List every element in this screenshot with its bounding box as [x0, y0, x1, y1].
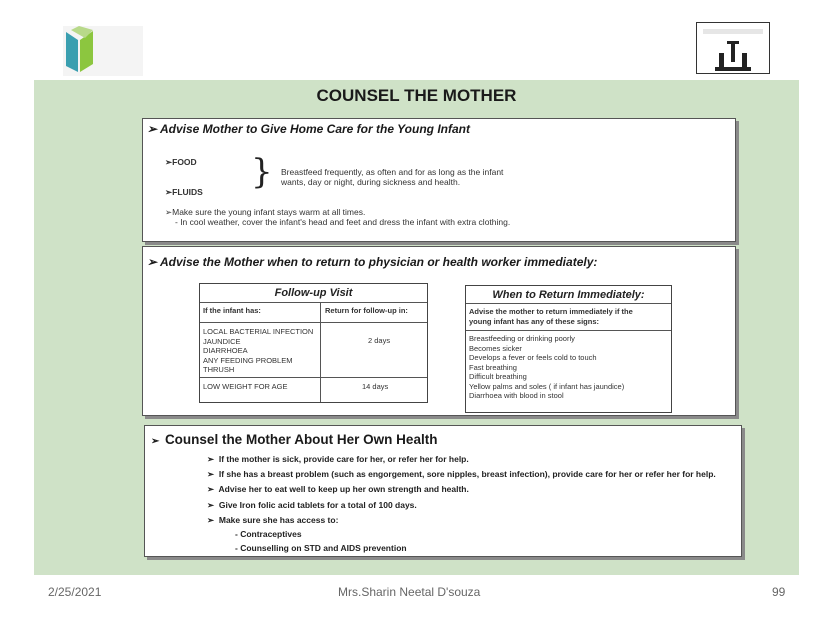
list-item: Diarrhoea with blood in stool	[469, 391, 564, 400]
leaf-logo	[63, 26, 143, 76]
list-item: Difficult breathing	[469, 372, 527, 381]
list-item: Develops a fever or feels cold to touch	[469, 353, 597, 362]
list-item: Breastfeeding or drinking poorly	[469, 334, 575, 343]
list-item: ➢ Make sure she has access to:	[207, 515, 339, 525]
list-item: ➢ Give Iron folic acid tablets for a total of 100 days.	[207, 500, 417, 510]
follow-up-caption: Follow-up Visit	[274, 287, 353, 299]
arrow-bullet-icon: ➢	[147, 255, 160, 269]
brace-text-line-2: wants, day or night, during sickness and health.	[281, 177, 461, 187]
immediate-return-table	[465, 285, 672, 413]
slide-content	[34, 80, 799, 575]
slide-title: COUNSEL THE MOTHER	[316, 86, 517, 105]
list-item: ➢ If the mother is sick, provide care for her, or refer her for help.	[207, 454, 469, 464]
follow-up-row2-days: 14 days	[362, 382, 389, 391]
list-item: Yellow palms and soles ( if infant has jaundice)	[469, 381, 625, 391]
home-care-heading: ➢ Advise Mother to Give Home Care for the Young Infant	[147, 122, 470, 136]
follow-up-row1-days: 2 days	[368, 336, 391, 345]
follow-up-table	[199, 283, 428, 403]
footer-date: 2/25/2021	[48, 585, 102, 599]
arrow-bullet-icon: ➢	[147, 122, 160, 136]
list-item: - Counselling on STD and AIDS prevention	[235, 543, 407, 553]
arrow-bullet-icon: ➢	[151, 436, 165, 447]
cool-weather-instruction: - In cool weather, cover the infant's head and feet and dress the infant with extra clothing.	[175, 217, 511, 227]
immediate-signs-list	[469, 334, 624, 401]
list-item: Becomes sicker	[469, 343, 522, 353]
footer-author: Mrs.Sharin Neetal D'souza	[338, 585, 481, 599]
food-label: ➢FOOD	[165, 157, 197, 167]
return-advice-panel	[142, 246, 736, 416]
follow-up-row2-condition: LOW WEIGHT FOR AGE	[203, 382, 288, 391]
return-advice-heading: ➢ Advise the Mother when to return to physician or health worker immediately:	[147, 255, 598, 269]
immediate-intro-line-2: young infant has any of these signs:	[469, 317, 600, 326]
fluids-label: ➢FLUIDS	[165, 187, 203, 197]
follow-up-col2-header: Return for follow-up in:	[325, 306, 408, 315]
list-item: Fast breathing	[469, 362, 517, 372]
immediate-return-caption: When to Return Immediately:	[492, 289, 645, 301]
follow-up-col1-header: If the infant has:	[203, 306, 261, 315]
home-care-panel	[142, 118, 736, 242]
brace-icon: }	[251, 152, 273, 192]
list-item: ➢ Advise her to eat well to keep up her own strength and health.	[207, 484, 469, 494]
own-health-panel	[144, 425, 742, 557]
immediate-intro-line-1: Advise the mother to return immediately if the	[469, 307, 633, 316]
warm-instruction: ➢Make sure the young infant stays warm at all times.	[165, 207, 366, 217]
list-item: ➢ If she has a breast problem (such as engorgement, sore nipples, breast infection), provide care for her or refer her for help.	[207, 469, 716, 479]
own-health-heading: ➢ Counsel the Mother About Her Own Health	[151, 432, 438, 447]
list-item: - Contraceptives	[235, 529, 302, 539]
brace-text-line-1: Breastfeed frequently, as often and for as long as the infant	[281, 167, 504, 177]
footer-page-number: 99	[772, 585, 786, 599]
institution-seal-logo	[696, 22, 770, 74]
follow-up-row1-conditions: LOCAL BACTERIAL INFECTION JAUNDICE DIARRHOEA ANY FEEDING PROBLEM THRUSH	[203, 327, 314, 374]
